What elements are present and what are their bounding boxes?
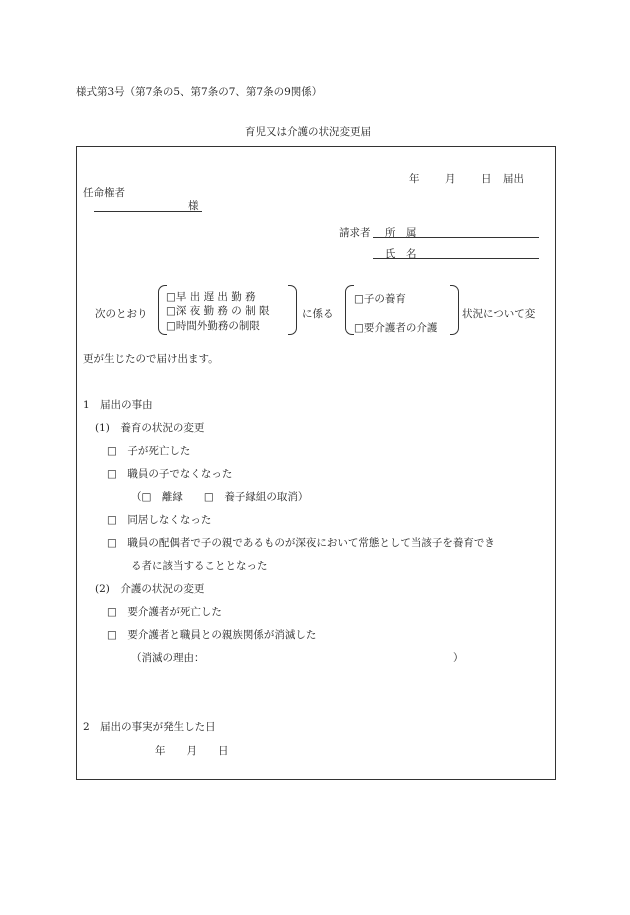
section1-heading: 1 届出の事由 <box>83 399 153 411</box>
statement-prefix: 次のとおり <box>95 308 148 320</box>
section1-sub1: (1) 養育の状況の変更 <box>95 422 205 434</box>
checkbox-relation-ended[interactable]: □ 要介護者と職員との親族関係が消滅した <box>107 629 317 641</box>
section1-sub2: (2) 介護の状況の変更 <box>95 583 205 595</box>
detail-adoption[interactable]: （□ 離縁 □ 養子縁組の取消） <box>131 491 309 503</box>
date-day: 日 <box>481 173 492 185</box>
appointer-label: 任命権者 <box>83 187 125 199</box>
care-option-nursing[interactable]: □要介護者の介護 <box>354 322 438 334</box>
work-options-right-bracket <box>288 285 297 335</box>
reason-close: ） <box>453 652 464 664</box>
appointer-suffix: 様 <box>188 200 199 212</box>
form-box <box>76 146 556 780</box>
requester-name-field[interactable] <box>373 258 539 259</box>
date-submit: 届出 <box>503 173 524 185</box>
date-month: 月 <box>445 173 456 185</box>
form-label: 様式第3号（第7条の5、第7条の7、第7条の9関係） <box>76 86 323 98</box>
appointer-underline[interactable] <box>94 211 202 212</box>
form-title: 育児又は介護の状況変更届 <box>245 126 371 138</box>
care-options-left-bracket <box>345 285 354 335</box>
work-option-night-limit[interactable]: □深 夜 勤 務 の 制 限 <box>166 305 270 317</box>
checkbox-no-longer-child[interactable]: □ 職員の子でなくなった <box>107 468 233 480</box>
care-options-right-bracket <box>450 285 459 335</box>
occurrence-date[interactable]: 年 月 日 <box>155 745 229 757</box>
date-year: 年 <box>409 173 420 185</box>
care-option-childcare[interactable]: □子の養育 <box>354 293 406 305</box>
checkbox-no-cohabitation[interactable]: □ 同居しなくなった <box>107 514 212 526</box>
statement-continuation: 更が生じたので届け出ます。 <box>83 353 219 365</box>
statement-middle: に係る <box>302 308 334 320</box>
statement-suffix: 状況について変 <box>462 308 536 320</box>
requester-label: 請求者 <box>339 227 371 239</box>
reason-label: （消滅の理由： <box>131 652 205 664</box>
requester-name-label: 氏 名 <box>385 248 417 260</box>
work-option-early-late[interactable]: □早 出 遅 出 勤 務 <box>166 291 256 303</box>
checkbox-spouse-can-care[interactable]: □ 職員の配偶者で子の親であるものが深夜において常態として当該子を養育でき <box>107 537 495 549</box>
checkbox-care-recipient-died[interactable]: □ 要介護者が死亡した <box>107 606 222 618</box>
checkbox-child-died[interactable]: □ 子が死亡した <box>107 445 191 457</box>
requester-dept-label: 所 属 <box>385 227 417 239</box>
requester-dept-field[interactable] <box>373 237 539 238</box>
work-option-overtime-limit[interactable]: □時間外勤務の制限 <box>166 320 260 332</box>
checkbox-spouse-can-care-cont: る者に該当することとなった <box>131 560 268 572</box>
section2-heading: 2 届出の事実が発生した日 <box>83 721 216 733</box>
reason-field[interactable] <box>207 650 447 664</box>
